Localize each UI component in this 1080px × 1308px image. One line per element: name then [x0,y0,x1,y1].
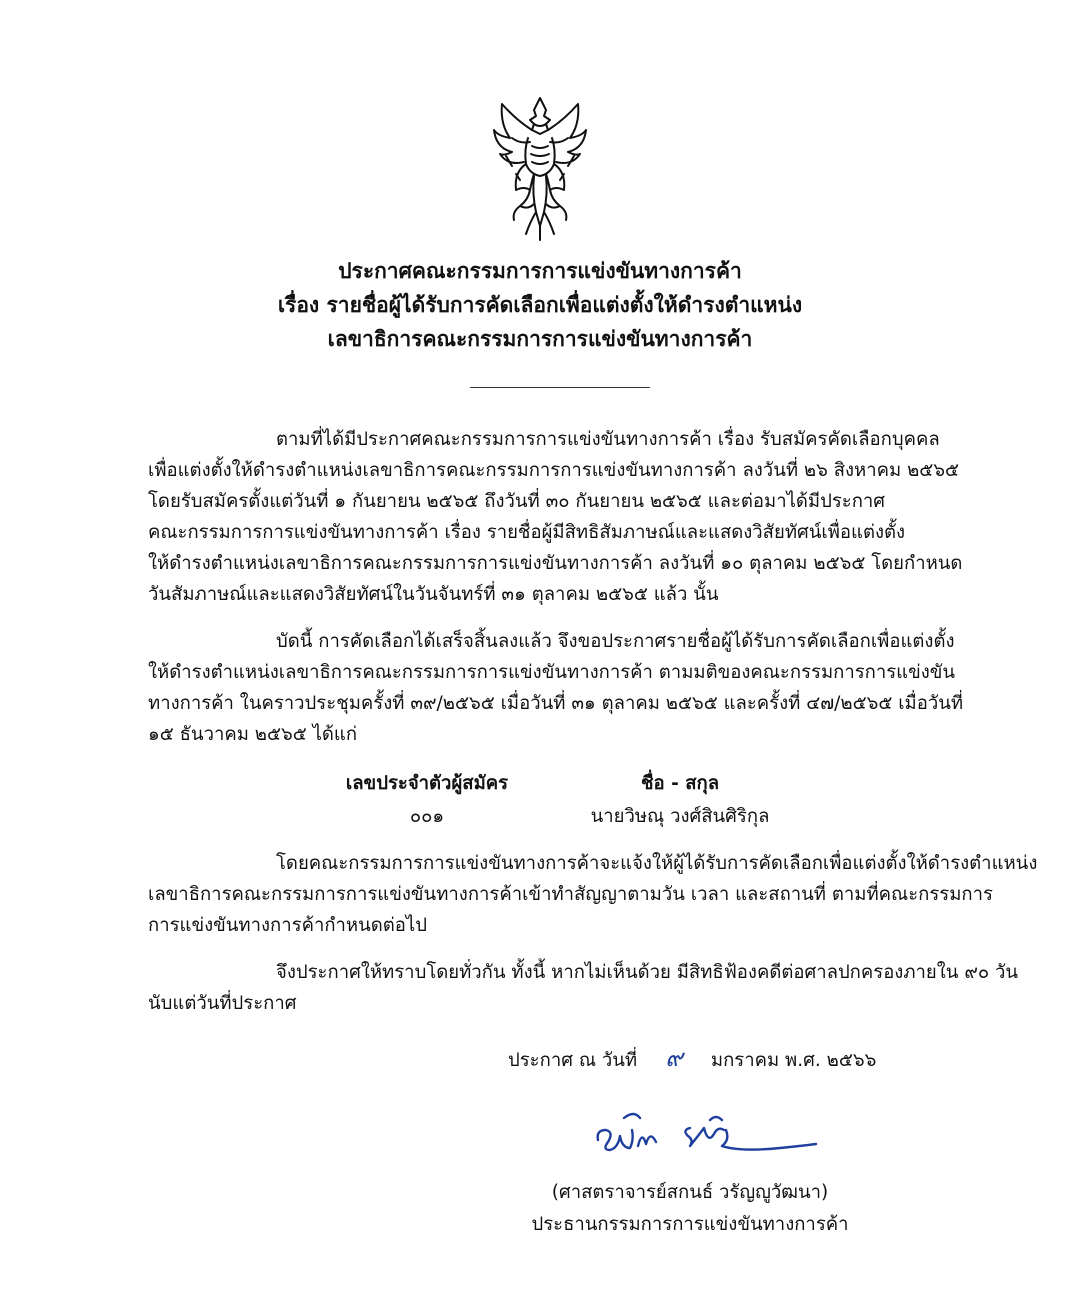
document-title-line-1: ประกาศคณะกรรมการการแข่งขันทางการค้า [338,259,742,283]
announcement-date-suffix: มกราคม พ.ศ. ๒๕๖๖ [710,1050,877,1071]
candidate-number: ๐๐๑ [409,806,445,827]
paragraph-line: โดยรับสมัครตั้งแต่วันที่ ๑ กันยายน ๒๕๖๕ ถึงวันที่ ๓๐ กันยายน ๒๕๖๕ และต่อมาได้มีประกาศ [148,491,886,512]
paragraph-background [148,424,970,610]
title-divider [470,387,650,388]
announcement-day-handwritten: ๙ [665,1044,683,1072]
candidate-number-header: เลขประจำตัวผู้สมัคร [345,773,509,794]
paragraph-line: ให้ดำรงตำแหน่งเลขาธิการคณะกรรมการการแข่งขันทางการค้า ตามมติของคณะกรรมการการแข่งขัน [148,662,956,683]
paragraph-line: โดยคณะกรรมการการแข่งขันทางการค้าจะแจ้งให้ผู้ได้รับการคัดเลือกเพื่อแต่งตั้งให้ดำรงตำแหน่ง [276,853,1038,874]
paragraph-selection-result [148,626,970,750]
paragraph-line: จึงประกาศให้ทราบโดยทั่วกัน ทั้งนี้ หากไม่เห็นด้วย มีสิทธิฟ้องคดีต่อศาลปกครองภายใน ๙๐ วัน [276,962,1019,983]
document-title-line-2: เรื่อง รายชื่อผู้ได้รับการคัดเลือกเพื่อแต่งตั้งให้ดำรงตำแหน่ง [277,293,803,317]
signature-icon [590,1100,820,1170]
paragraph-line: ๑๕ ธันวาคม ๒๕๖๕ ได้แก่ [148,724,358,745]
announcement-date-prefix: ประกาศ ณ วันที่ [508,1050,638,1071]
paragraph-line: ตามที่ได้มีประกาศคณะกรรมการการแข่งขันทางการค้า เรื่อง รับสมัครคัดเลือกบุคคล [276,429,940,450]
paragraph-line: ให้ดำรงตำแหน่งเลขาธิการคณะกรรมการการแข่งขันทางการค้า ลงวันที่ ๑๐ ตุลาคม ๒๕๖๕ โดยกำหนด [148,553,963,574]
candidate-name: นายวิษณุ วงศ์สินศิริกุล [590,806,770,827]
paragraph-contract [148,848,1038,941]
paragraph-line: คณะกรรมการการแข่งขันทางการค้า เรื่อง รายชื่อผู้มีสิทธิสัมภาษณ์และแสดงวิสัยทัศน์เพื่อแต่งตั้ง [148,522,906,543]
paragraph-line: การแข่งขันทางการค้ากำหนดต่อไป [148,915,427,936]
garuda-emblem-icon [490,94,590,242]
paragraph-line: นับแต่วันที่ประกาศ [148,993,297,1014]
paragraph-line: วันสัมภาษณ์และแสดงวิสัยทัศน์ในวันจันทร์ที่ ๓๑ ตุลาคม ๒๕๖๕ แล้ว นั้น [148,584,719,605]
document-title-line-3: เลขาธิการคณะกรรมการการแข่งขันทางการค้า [327,327,753,351]
paragraph-line: บัดนี้ การคัดเลือกได้เสร็จสิ้นลงแล้ว จึงขอประกาศรายชื่อผู้ได้รับการคัดเลือกเพื่อแต่งตั้ง [276,631,955,652]
paragraph-appeal [148,957,1019,1019]
paragraph-line: เลขาธิการคณะกรรมการการแข่งขันทางการค้าเข้าทำสัญญาตามวัน เวลา และสถานที่ ตามที่คณะกรรมการ [148,884,993,905]
paragraph-line: เพื่อแต่งตั้งให้ดำรงตำแหน่งเลขาธิการคณะกรรมการการแข่งขันทางการค้า ลงวันที่ ๒๖ สิงหาคม ๒๕๖๕ [148,460,960,481]
announcement-date [508,1043,876,1076]
candidate-name-header: ชื่อ - สกุล [640,773,720,794]
signatory-name: (ศาสตราจารย์สกนธ์ วรัญญูวัฒนา) [551,1182,829,1203]
signatory-title: ประธานกรรมการการแข่งขันทางการค้า [531,1214,849,1235]
paragraph-line: ทางการค้า ในคราวประชุมครั้งที่ ๓๙/๒๕๖๕ เมื่อวันที่ ๓๑ ตุลาคม ๒๕๖๕ และครั้งที่ ๔๗/๒๕๖๕ เมื่อวันที่ [148,693,964,714]
